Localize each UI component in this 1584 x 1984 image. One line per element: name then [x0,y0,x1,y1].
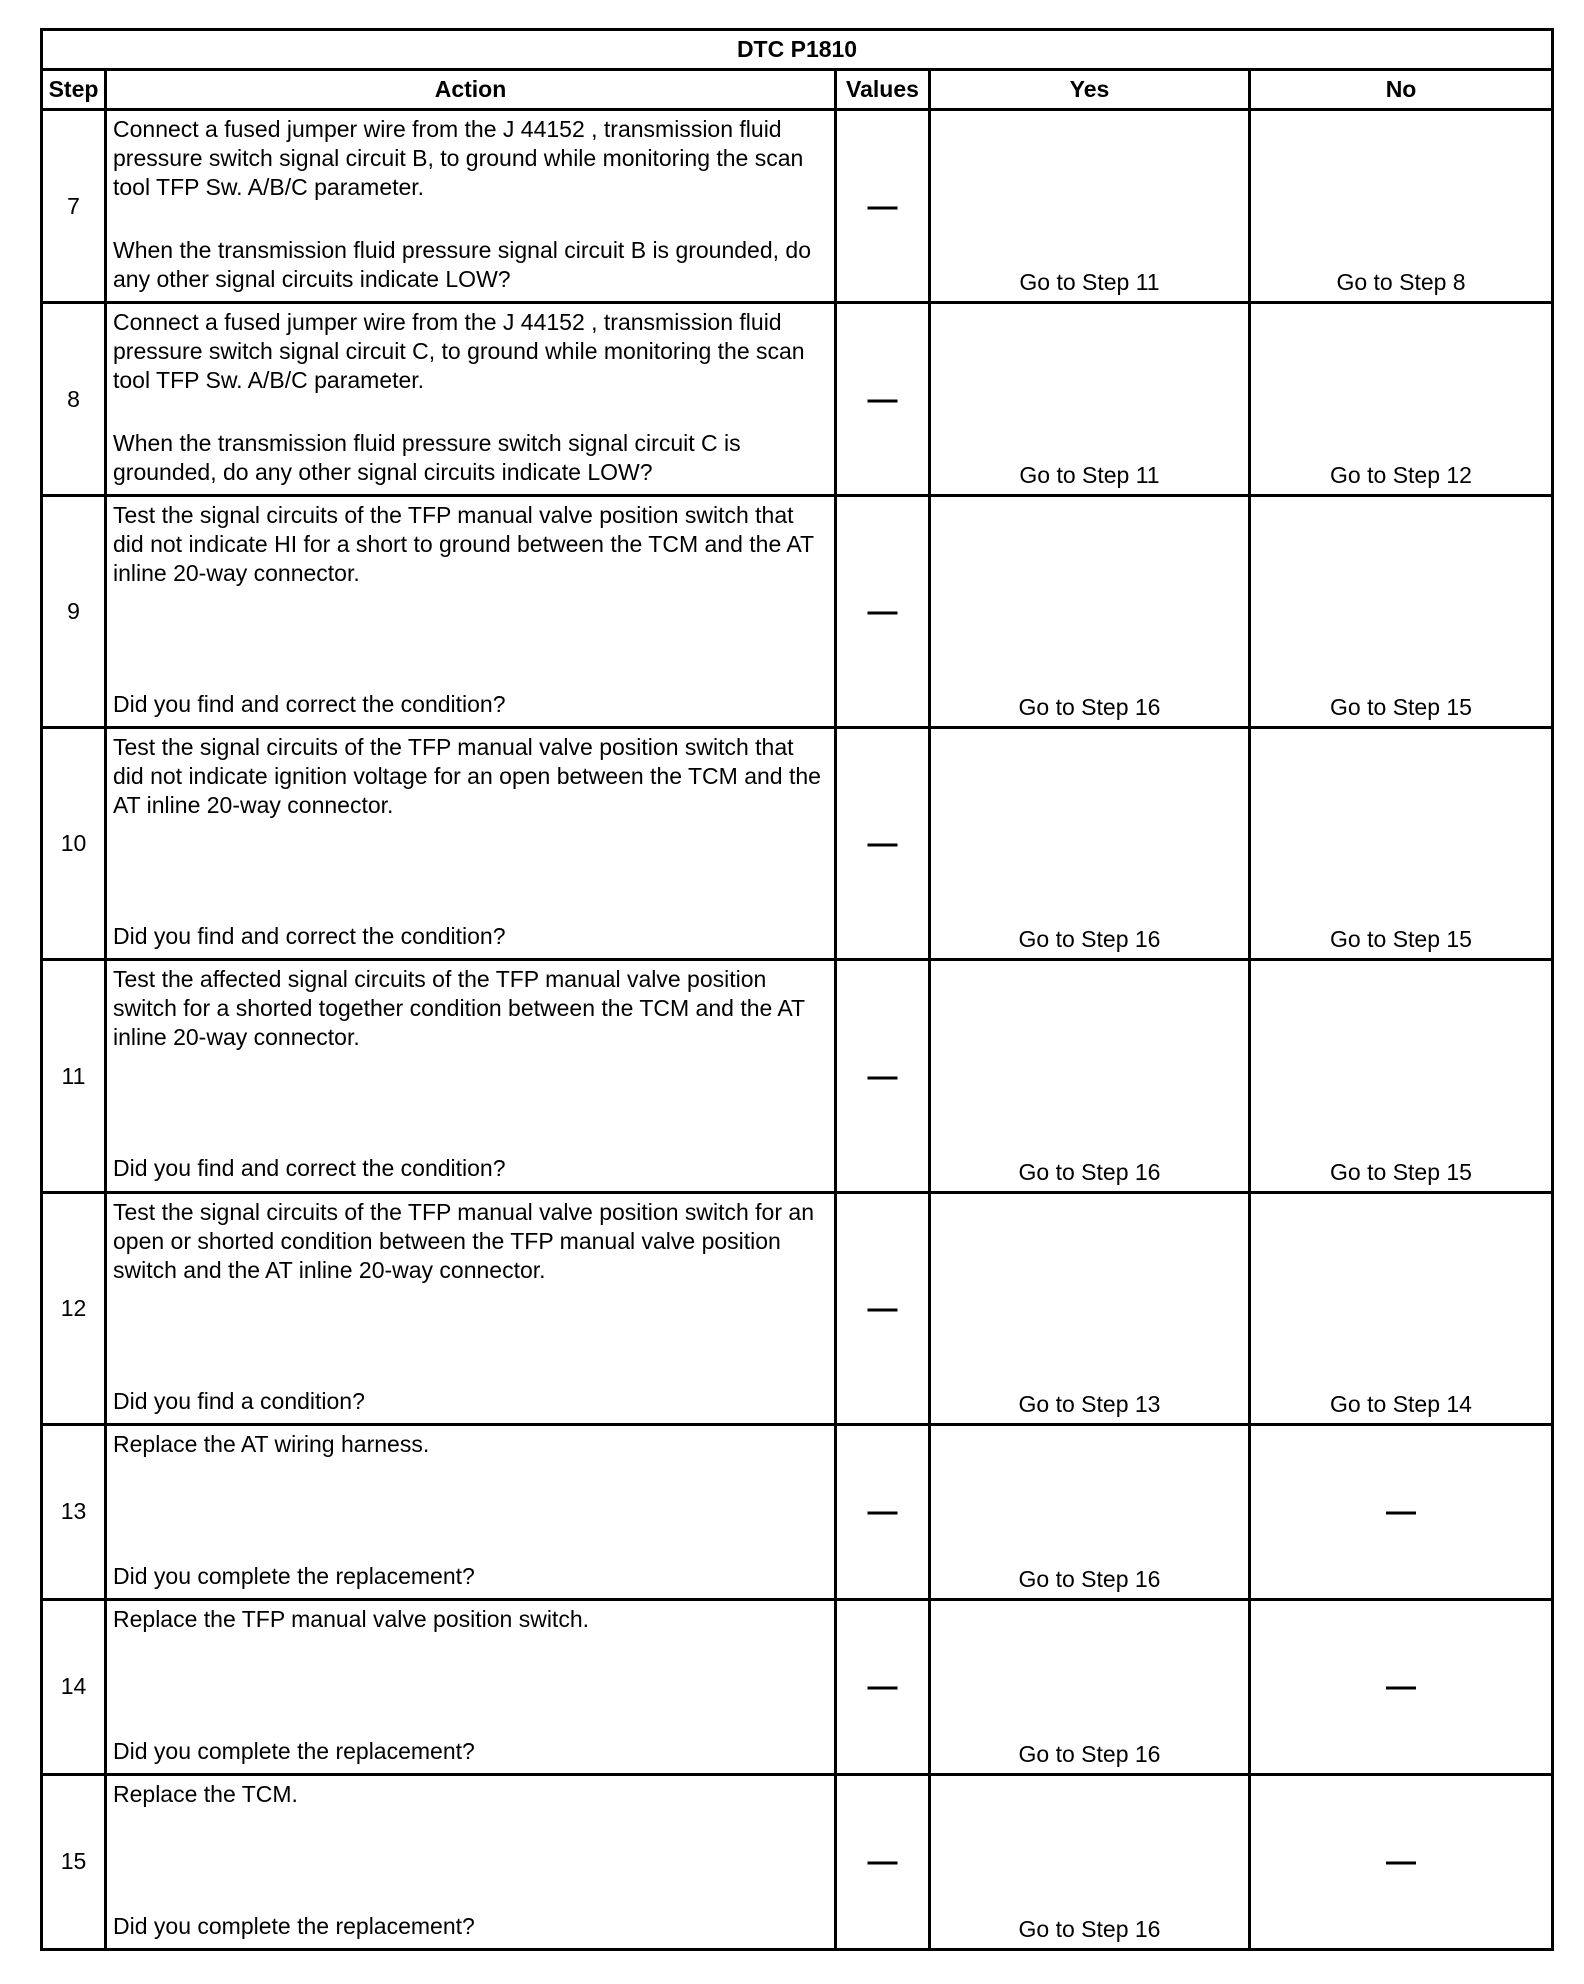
yes-cell: Go to Step 13 [930,1192,1250,1424]
no-cell: Go to Step 15 [1250,960,1553,1192]
table-row [42,1599,1553,1774]
values-cell: — [836,110,930,303]
no-cell: — [1250,1599,1553,1774]
yes-cell: Go to Step 16 [930,960,1250,1192]
header-action: Action [106,70,836,110]
header-values: Values [836,70,930,110]
action-text: Replace the TFP manual valve position switch. [113,1605,590,1632]
action-text: Connect a fused jumper wire from the J 44152 , transmission fluid pressure switch signal circuit C, to ground while monitoring the scan tool TFP Sw. A/B/C parameter. [113,309,805,394]
values-cell: — [836,1774,930,1949]
table-row [42,1774,1553,1949]
table-title: DTC P1810 [42,30,1553,70]
values-cell: — [836,960,930,1192]
diagnostic-table [40,28,1554,1951]
step-number: 11 [42,960,106,1192]
table-row [42,960,1553,1192]
step-number: 12 [42,1192,106,1424]
values-cell: — [836,303,930,496]
action-question: When the transmission fluid pressure switch signal circuit C is grounded, do any other signal circuits indicate LOW? [113,430,741,486]
action-cell [106,303,836,496]
action-question: Did you find and correct the condition? [113,1155,506,1182]
action-question: Did you find and correct the condition? [113,691,506,718]
action-question: Did you complete the replacement? [113,1737,475,1764]
action-question: When the transmission fluid pressure signal circuit B is grounded, do any other signal circuits indicate LOW? [113,237,812,292]
values-cell: — [836,1599,930,1774]
table-row [42,1424,1553,1599]
action-question: Did you find and correct the condition? [113,923,506,950]
action-cell [106,496,836,728]
no-cell: Go to Step 15 [1250,728,1553,960]
action-text: Test the signal circuits of the TFP manual valve position switch for an open or shorted condition between the TFP manual valve position switch and the AT inline 20-way connector. [113,1198,814,1283]
values-cell: — [836,728,930,960]
yes-cell: Go to Step 11 [930,303,1250,496]
values-cell: — [836,1424,930,1599]
step-number: 8 [42,303,106,496]
step-number: 15 [42,1774,106,1949]
step-number: 10 [42,728,106,960]
action-cell [106,960,836,1192]
header-no: No [1250,70,1553,110]
action-cell [106,110,836,303]
values-cell: — [836,1192,930,1424]
no-cell: Go to Step 14 [1250,1192,1553,1424]
action-cell [106,1424,836,1599]
action-cell [106,1599,836,1774]
action-text: Test the signal circuits of the TFP manual valve position switch that did not indicate HI for a short to ground between the TCM and the AT inline 20-way connector. [113,502,814,587]
action-text: Test the affected signal circuits of the TFP manual valve position switch for a shorted together condition between the TCM and the AT inline 20-way connector. [113,966,805,1051]
action-text: Connect a fused jumper wire from the J 44152 , transmission fluid pressure switch signal circuit B, to ground while monitoring the scan tool TFP Sw. A/B/C parameter. [113,116,804,200]
no-cell: Go to Step 15 [1250,496,1553,728]
action-question: Did you complete the replacement? [113,1912,475,1939]
yes-cell: Go to Step 11 [930,110,1250,303]
step-number: 7 [42,110,106,303]
action-cell [106,1774,836,1949]
yes-cell: Go to Step 16 [930,1774,1250,1949]
no-cell: Go to Step 8 [1250,110,1553,303]
yes-cell: Go to Step 16 [930,728,1250,960]
table-row [42,1192,1553,1424]
action-text: Test the signal circuits of the TFP manual valve position switch that did not indicate ignition voltage for an open between the TCM and the AT inline 20-way connector. [113,734,821,819]
no-cell: Go to Step 12 [1250,303,1553,496]
action-cell [106,728,836,960]
action-question: Did you find a condition? [113,1387,365,1414]
step-number: 9 [42,496,106,728]
no-cell: — [1250,1774,1553,1949]
step-number: 14 [42,1599,106,1774]
yes-cell: Go to Step 16 [930,1424,1250,1599]
action-text: Replace the AT wiring harness. [113,1430,430,1457]
action-text: Replace the TCM. [113,1780,298,1807]
no-cell: — [1250,1424,1553,1599]
table-row [42,303,1553,496]
step-number: 13 [42,1424,106,1599]
yes-cell: Go to Step 16 [930,496,1250,728]
table-row [42,496,1553,728]
action-cell [106,1192,836,1424]
header-yes: Yes [930,70,1250,110]
table-row [42,110,1553,303]
yes-cell: Go to Step 16 [930,1599,1250,1774]
table-row [42,728,1553,960]
header-step: Step [42,70,106,110]
values-cell: — [836,496,930,728]
action-question: Did you complete the replacement? [113,1562,475,1589]
